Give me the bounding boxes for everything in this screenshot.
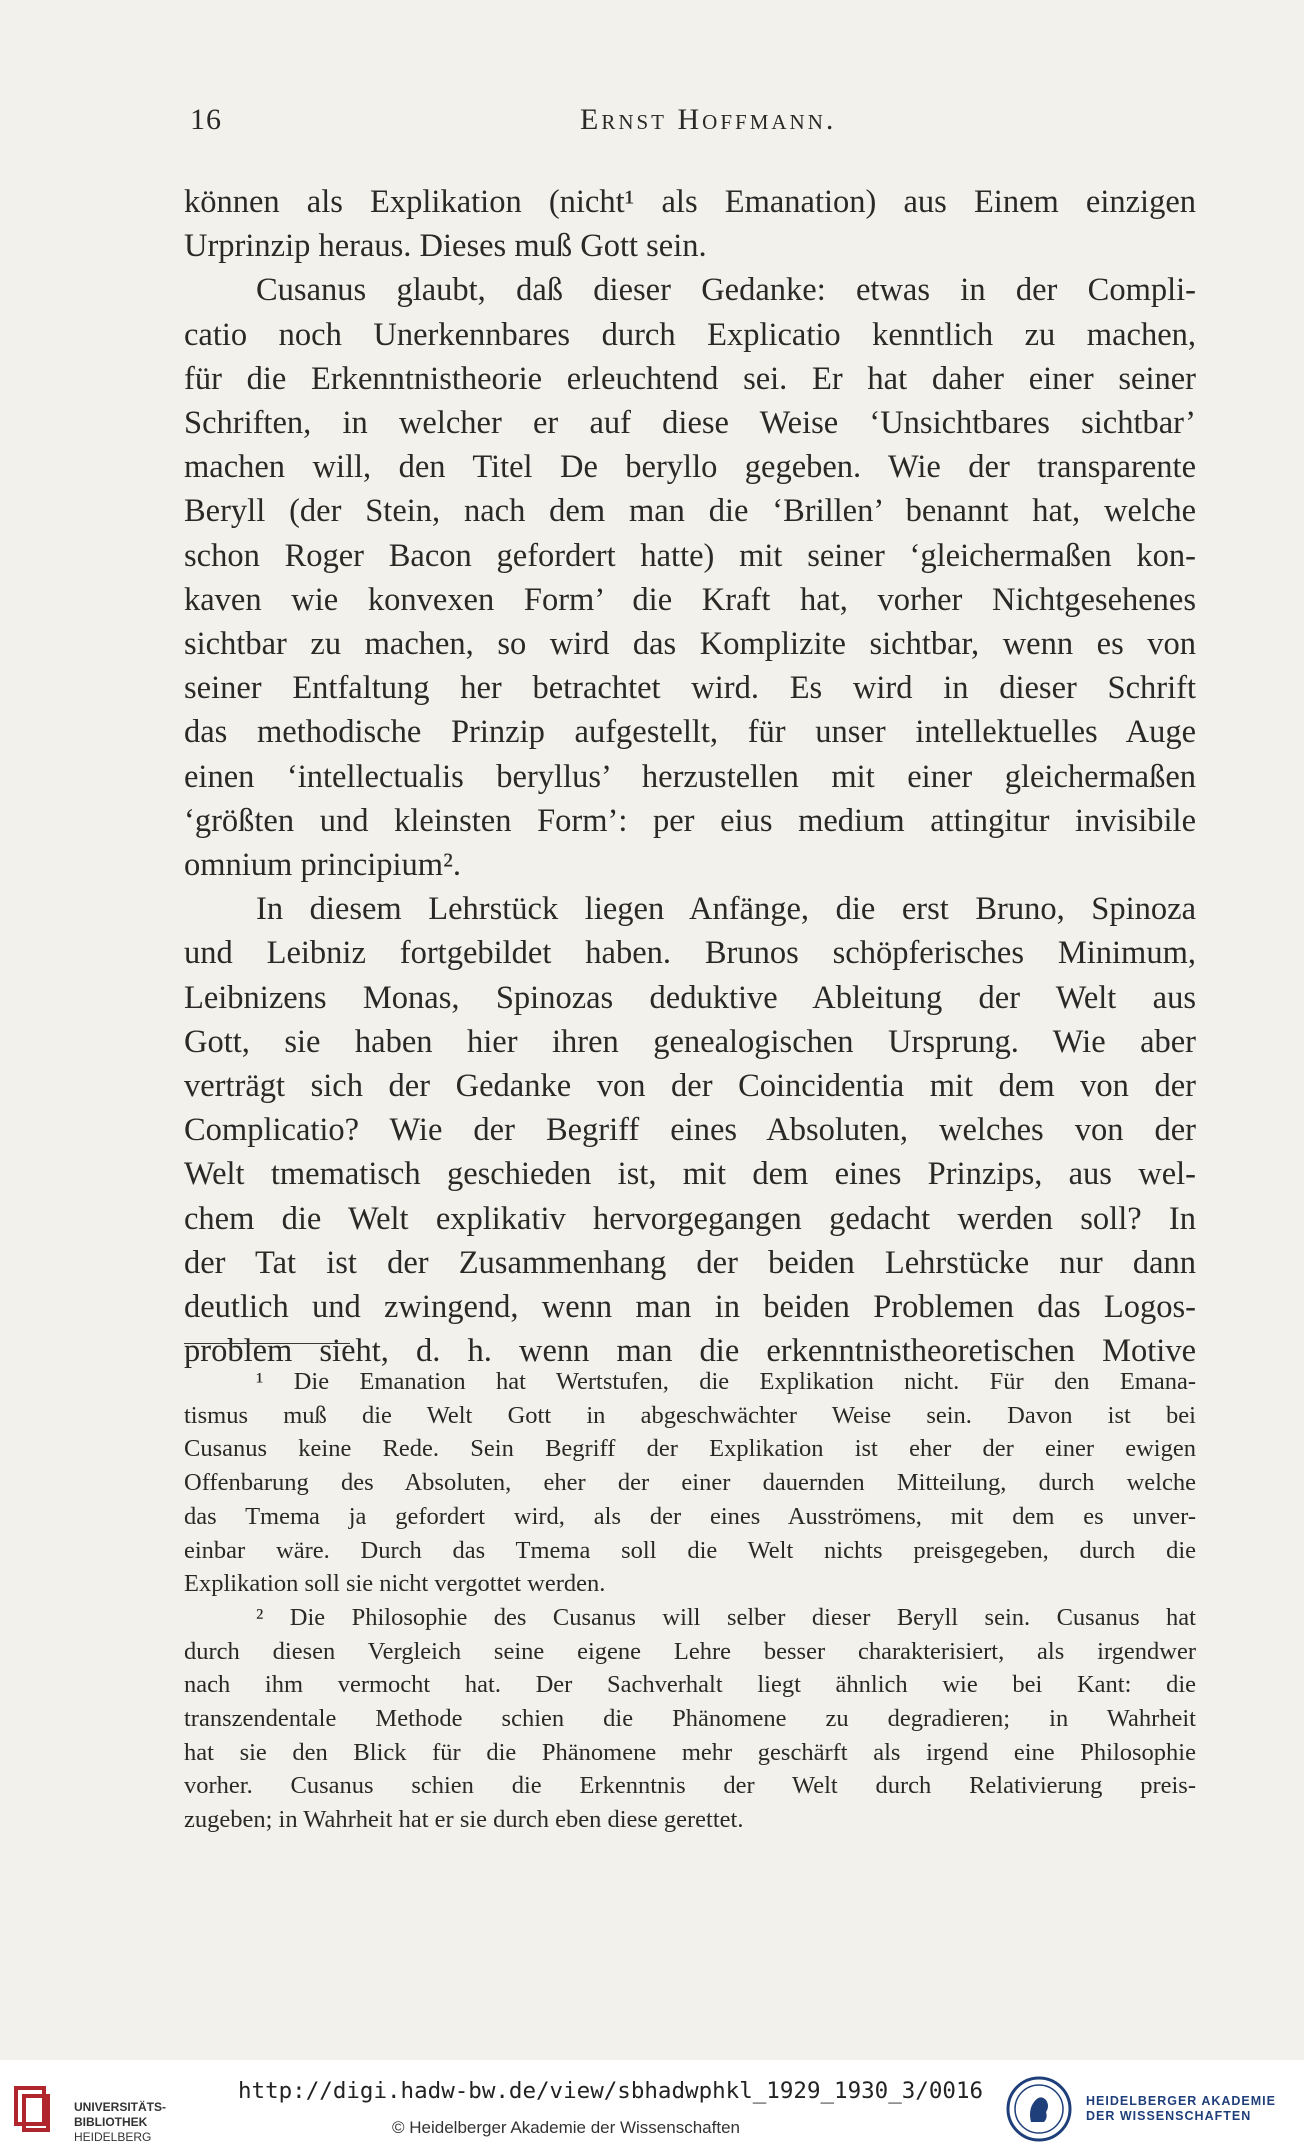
footnote-line: Cusanus keine Rede. Sein Begriff der Explikation ist eher der einer ewigen	[184, 1435, 1196, 1463]
footnote-line: vorher. Cusanus schien die Erkenntnis der Welt durch Relativierung preis-	[184, 1772, 1196, 1800]
footnote-separator	[184, 1343, 350, 1344]
body-line: catio noch Unerkennbares durch Explicatio kenntlich zu machen,	[184, 316, 1196, 353]
body-line: Leibnizens Monas, Spinozas deduktive Ableitung der Welt aus	[184, 979, 1196, 1016]
footnote-line: das Tmema ja gefordert wird, als der eines Ausströmens, mit dem es unver-	[184, 1502, 1196, 1530]
body-line: verträgt sich der Gedanke von der Coincidentia mit dem von der	[184, 1068, 1196, 1105]
body-line: Gott, sie haben hier ihren genealogischen Ursprung. Wie aber	[184, 1023, 1196, 1060]
body-line: können als Explikation (nicht¹ als Emanation) aus Einem einzigen	[184, 184, 1196, 220]
academy-seal-icon	[1004, 2074, 1074, 2144]
body-line: schon Roger Bacon gefordert hatte) mit seiner ‘gleichermaßen kon-	[184, 537, 1196, 574]
footnote-line: ² Die Philosophie des Cusanus will selber dieser Beryll sein. Cusanus hat	[256, 1603, 1196, 1631]
body-line: der Tat ist der Zusammenhang der beiden Lehrstücke nur dann	[184, 1244, 1196, 1281]
footnote-line: einbar wäre. Durch das Tmema soll die Welt nichts preisgegeben, durch die	[184, 1536, 1196, 1564]
body-line: omnium principium².	[184, 847, 461, 884]
body-line: Cusanus glaubt, daß dieser Gedanke: etwas in der Compli-	[256, 272, 1196, 309]
library-name-line: HEIDELBERG	[74, 2130, 152, 2144]
body-line: ‘größten und kleinsten Form’: per eius medium attingitur invisibile	[184, 802, 1196, 839]
footnotes	[184, 1365, 1196, 1837]
library-name-line: UNIVERSITÄTS-	[74, 2100, 167, 2114]
page-number: 16	[190, 103, 222, 136]
footnote-line: zugeben; in Wahrheit hat er sie durch eben diese gerettet.	[184, 1806, 744, 1834]
academy-name-line: HEIDELBERGER AKADEMIE	[1086, 2094, 1276, 2108]
body-text	[184, 180, 1196, 1373]
footnote-line: durch diesen Vergleich seine eigene Lehre besser charakterisiert, als irgendwer	[184, 1637, 1196, 1665]
body-line: Complicatio? Wie der Begriff eines Absoluten, welches von der	[184, 1112, 1196, 1149]
viewer-footer	[0, 2060, 1304, 2153]
library-name-line: BIBLIOTHEK	[74, 2115, 148, 2129]
footnote-line: Offenbarung des Absoluten, eher der einer dauernden Mitteilung, durch welche	[184, 1469, 1196, 1497]
body-line: Welt tmematisch geschieden ist, mit dem eines Prinzips, aus wel-	[184, 1156, 1196, 1193]
body-line: einen ‘intellectualis beryllus’ herzustellen mit einer gleichermaßen	[184, 758, 1196, 795]
academy-name-line: DER WISSENSCHAFTEN	[1086, 2109, 1252, 2123]
running-head: Ernst Hoffmann.	[580, 103, 837, 136]
body-line: Schriften, in welcher er auf diese Weise ‘Unsichtbares sichtbar’	[184, 405, 1196, 442]
body-line: problem sieht, d. h. wenn man die erkenntnistheoretischen Motive	[184, 1333, 1196, 1370]
footnote-line: transzendentale Methode schien die Phänomene zu degradieren; in Wahrheit	[184, 1705, 1196, 1733]
library-name	[74, 2100, 166, 2145]
body-line: und Leibniz fortgebildet haben. Brunos schöpferisches Minimum,	[184, 935, 1196, 972]
footnote-line: Explikation soll sie nicht vergottet werden.	[184, 1570, 606, 1598]
body-line: machen will, den Titel De beryllo gegeben. Wie der transparente	[184, 449, 1196, 486]
copyright-notice: © Heidelberger Akademie der Wissenschaften	[392, 2118, 740, 2137]
body-line: das methodische Prinzip aufgestellt, für unser intellektuelles Auge	[184, 714, 1196, 751]
academy-name	[1086, 2094, 1276, 2124]
library-emblem-icon	[12, 2080, 56, 2136]
body-line: deutlich und zwingend, wenn man in beiden Problemen das Logos-	[184, 1289, 1196, 1326]
body-line: In diesem Lehrstück liegen Anfänge, die erst Bruno, Spinoza	[256, 891, 1196, 928]
library-logo[interactable]	[12, 2080, 172, 2144]
body-line: chem die Welt explikativ hervorgegangen gedacht werden soll? In	[184, 1200, 1196, 1237]
permalink-url[interactable]: http://digi.hadw-bw.de/view/sbhadwphkl_1929_1930_3/0016	[238, 2078, 984, 2104]
body-line: sichtbar zu machen, so wird das Komplizite sichtbar, wenn es von	[184, 626, 1196, 663]
academy-logo[interactable]	[1004, 2074, 1294, 2144]
body-line: seiner Entfaltung her betrachtet wird. Es wird in dieser Schrift	[184, 670, 1196, 707]
footnote-line: hat sie den Blick für die Phänomene mehr geschärft als irgend eine Philosophie	[184, 1738, 1196, 1766]
body-line: Urprinzip heraus. Dieses muß Gott sein.	[184, 228, 707, 265]
footnote-line: ¹ Die Emanation hat Wertstufen, die Explikation nicht. Für den Emana-	[256, 1368, 1196, 1395]
body-line: für die Erkenntnistheorie erleuchtend sei. Er hat daher einer seiner	[184, 360, 1196, 397]
body-line: kaven wie konvexen Form’ die Kraft hat, vorher Nichtgesehenes	[184, 581, 1196, 618]
footnote-line: tismus muß die Welt Gott in abgeschwächter Weise sein. Davon ist bei	[184, 1401, 1196, 1429]
page-header	[190, 103, 1195, 143]
footnote-line: nach ihm vermocht hat. Der Sachverhalt liegt ähnlich wie bei Kant: die	[184, 1671, 1196, 1699]
body-line: Beryll (der Stein, nach dem man die ‘Brillen’ benannt hat, welche	[184, 493, 1196, 530]
